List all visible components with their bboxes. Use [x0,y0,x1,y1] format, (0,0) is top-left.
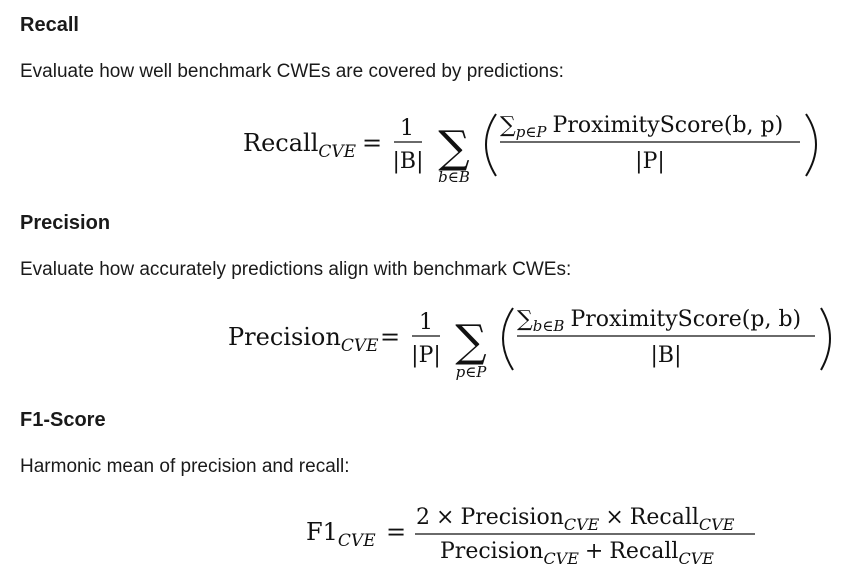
precision-outer-denominator: |P| [411,343,441,368]
recall-outer-denominator: |B| [392,149,424,174]
recall-inner-denominator: |P| [635,149,665,174]
precision-description: Evaluate how accurately predictions align with benchmark CWEs: [20,259,572,280]
f1-equals: = [386,518,407,546]
f1-denominator: Precision$_{CVE}$ + Recall$_{CVE}$ [440,539,714,568]
precision-left-paren [503,308,513,370]
recall-outer-index: b∈B [438,168,470,186]
f1-heading: F1-Score [20,409,106,431]
recall-right-paren [806,114,816,176]
recall-one: 1 [400,116,414,141]
f1-formula [303,500,773,578]
recall-equals: = [362,129,383,157]
f1-description: Harmonic mean of precision and recall: [20,456,350,477]
f1-numerator: 2 × Precision$_{CVE}$ × Recall$_{CVE}$ [416,505,735,534]
recall-formula [240,104,830,190]
f1-lhs: $F1_{CVE}$ [306,518,376,551]
precision-formula [225,298,841,386]
recall-lhs: Recall$_{CVE}$ [243,129,357,162]
precision-inner-denominator: |B| [650,343,682,368]
recall-sum-symbol: ∑ [438,122,470,173]
precision-sum-symbol: ∑ [455,316,487,367]
recall-inner-numerator: $\sum_{p\in P}$ ProximityScore(b, p) [500,113,784,141]
precision-inner-numerator: $\sum_{b\in B}$ ProximityScore(p, b) [517,307,802,335]
precision-lhs: Precision$_{CVE}$ [228,323,379,356]
recall-left-paren [486,114,496,176]
recall-description: Evaluate how well benchmark CWEs are covered by predictions: [20,61,564,82]
precision-outer-index: p∈P [455,363,487,381]
precision-right-paren [821,308,830,370]
precision-equals: = [380,323,401,351]
precision-one: 1 [419,310,433,335]
recall-heading: Recall [20,14,79,36]
precision-heading: Precision [20,212,111,234]
